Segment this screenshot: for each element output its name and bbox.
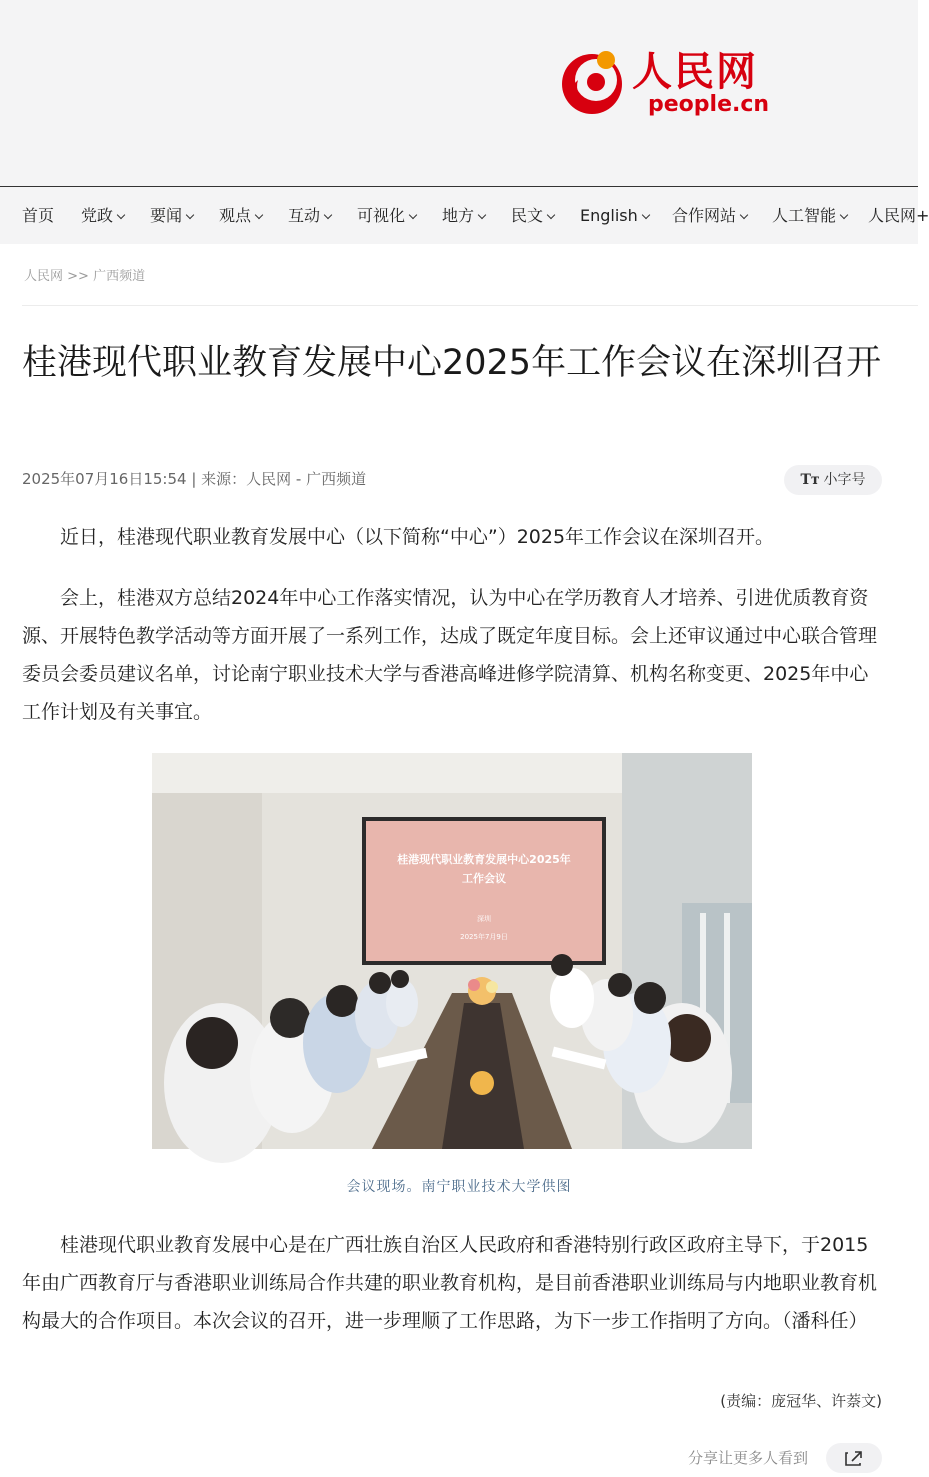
nav-label: 首页: [22, 206, 55, 225]
nav-item-party[interactable]: [81, 187, 124, 245]
logo-swirl-icon: [556, 40, 636, 124]
nav-label: 合作网站: [672, 206, 737, 225]
nav-label: 观点: [219, 206, 252, 225]
header-banner: [0, 0, 918, 186]
font-size-label: 小字号: [823, 472, 866, 488]
nav-label: 地方: [442, 206, 475, 225]
article-meta: 2025年07月16日15:54 | 来源：人民网 - 广西频道: [22, 470, 367, 488]
screen-title-line1: 桂港现代职业教育发展中心2025年: [397, 853, 571, 866]
nav-item-opinion[interactable]: [219, 187, 262, 245]
nav-label: 民文: [511, 206, 544, 225]
chevron-down-icon: [547, 211, 555, 219]
breadcrumb-channel[interactable]: 广西频道: [93, 269, 146, 284]
nav-label: 党政: [81, 206, 114, 225]
nav-label: 可视化: [357, 206, 406, 225]
chevron-down-icon: [740, 211, 748, 219]
screen-place: 深圳: [477, 915, 491, 923]
share-label: 分享让更多人看到: [688, 1449, 809, 1467]
screen-date: 2025年7月9日: [460, 933, 508, 941]
article-paragraph: 近日，桂港现代职业教育发展中心（以下简称“中心”）2025年工作会议在深圳召开。: [60, 526, 775, 548]
font-size-toggle-button[interactable]: [784, 465, 882, 495]
article-paragraph: 桂港现代职业教育发展中心是在广西壮族自治区人民政府和香港特别行政区政府主导下，于2015年由广西教育厅与香港职业训练局合作共建的职业教育机构，是目前香港职业训练局与内地职业教育机构最大的合作项目。本次会议的召开，进一步理顺了工作思路，为下一步工作指明了方向。（潘科任）: [22, 1234, 878, 1332]
chevron-down-icon: [840, 211, 848, 219]
nav-item-people-plus[interactable]: [868, 187, 929, 245]
nav-label: English: [580, 206, 638, 225]
nav-label: 要闻: [150, 206, 183, 225]
article-title: 桂港现代职业教育发展中心2025年工作会议在深圳召开: [22, 343, 882, 383]
editor-credit: (责编：庞冠华、许萘文): [720, 1392, 882, 1410]
chevron-down-icon: [642, 211, 650, 219]
nav-item-interact[interactable]: [288, 187, 331, 245]
breadcrumb: [24, 265, 145, 284]
chevron-down-icon: [324, 211, 332, 219]
chevron-down-icon: [255, 211, 263, 219]
meeting-photo-illustration: [152, 753, 752, 1149]
chevron-down-icon: [186, 211, 194, 219]
nav-item-home[interactable]: [22, 187, 54, 245]
chevron-down-icon: [117, 211, 125, 219]
nav-label: 人工智能: [772, 206, 837, 225]
nav-item-ethnic[interactable]: [511, 187, 554, 245]
people-cn-logo[interactable]: [556, 40, 776, 124]
breadcrumb-separator: >>: [67, 269, 89, 284]
nav-item-local[interactable]: [442, 187, 485, 245]
chevron-down-icon: [409, 211, 417, 219]
nav-label: 互动: [288, 206, 321, 225]
share-icon: [826, 1443, 882, 1473]
nav-item-partners[interactable]: [672, 187, 747, 245]
breadcrumb-home[interactable]: 人民网: [24, 269, 64, 284]
nav-item-news[interactable]: [150, 187, 193, 245]
article-photo: [152, 753, 752, 1149]
divider: [22, 305, 918, 306]
logo-text-en: people.cn: [648, 92, 770, 117]
logo-text-cn: 人民网: [632, 48, 758, 95]
article-paragraph: 会上，桂港双方总结2024年中心工作落实情况，认为中心在学历教育人才培养、引进优质教育资源、开展特色教学活动等方面开展了一系列工作，达成了既定年度目标。会上还审议通过中心联合管理委员会委员建议名单，讨论南宁职业技术大学与香港高峰进修学院清算、机构名称变更、2025年中心工作计划及有关事宜。: [22, 587, 878, 723]
screen-title-line2: 工作会议: [462, 872, 506, 885]
nav-item-ai[interactable]: [772, 187, 847, 245]
nav-label: 人民网+: [868, 206, 929, 225]
nav-item-visual[interactable]: [357, 187, 416, 245]
share-button[interactable]: [826, 1443, 882, 1473]
nav-item-english[interactable]: [580, 187, 649, 245]
main-nav: [0, 186, 929, 244]
photo-caption: 会议现场。南宁职业技术大学供图: [346, 1179, 572, 1195]
font-size-icon: Tт: [800, 472, 820, 488]
chevron-down-icon: [478, 211, 486, 219]
